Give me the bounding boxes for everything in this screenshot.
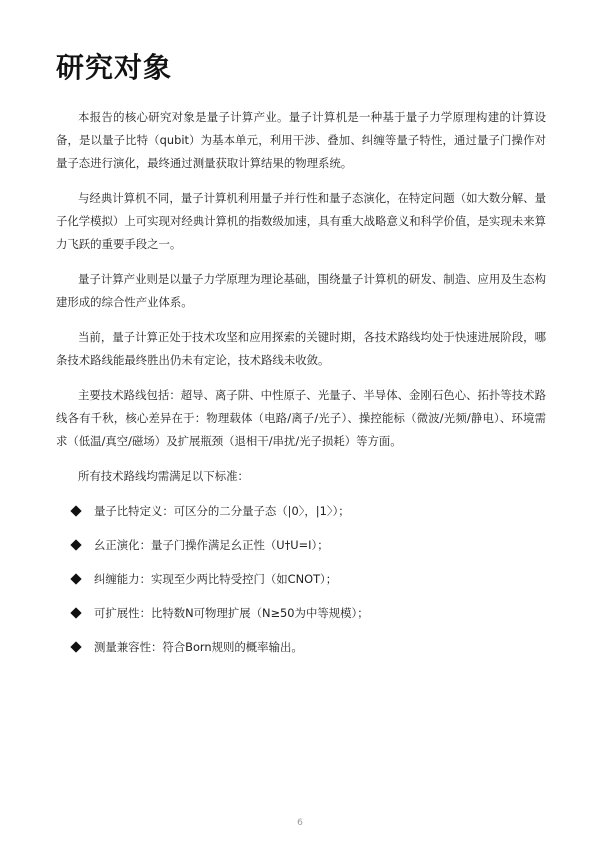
list-item-text: 幺正演化：量子门操作满足幺正性（U†U=I）； [94, 538, 329, 552]
diamond-bullet-icon [70, 641, 81, 652]
paragraph: 所有技术路线均需满足以下标准： [78, 469, 249, 483]
list-item [56, 602, 546, 624]
list-item-text: 纠缠能力：实现至少两比特受控门（如CNOT）； [94, 572, 338, 586]
list-item-text: 测量兼容性：符合Born规则的概率输出。 [94, 640, 303, 654]
paragraph: 当前，量子计算正处于技术攻坚和应用探索的关键时期，各技术路线均处于快速进展阶段，哪条技术路线能最终胜出仍未有定论，技术路线未收敛。 [56, 330, 546, 367]
paragraph: 与经典计算机不同，量子计算机利用量子并行性和量子态演化，在特定问题（如大数分解、量子化学模拟）上可实现对经典计算机的指数级加速，具有重大战略意义和科学价值，是实现未来算力飞跃的重要手段之一。 [56, 191, 546, 251]
diamond-bullet-icon [70, 573, 81, 584]
paragraph: 主要技术路线包括：超导、离子阱、中性原子、光量子、半导体、金刚石色心、拓扑等技术路线各有千秋，核心差异在于：物理载体（电路/离子/光子）、操控能标（微波/光频/静电）、环境需求（低温/真空/磁场）及扩展瓶颈（退相干/串扰/光子损耗）等方面。 [56, 388, 546, 448]
criteria-list [56, 500, 546, 658]
list-item [56, 500, 546, 522]
list-item-text: 量子比特定义：可区分的二分量子态（|0〉，|1〉）； [94, 504, 350, 518]
diamond-bullet-icon [70, 505, 81, 516]
diamond-bullet-icon [70, 607, 81, 618]
paragraph: 本报告的核心研究对象是量子计算产业。量子计算机是一种基于量子力学原理构建的计算设备，是以量子比特（qubit）为基本单元，利用干涉、叠加、纠缠等量子特性，通过量子门操作对量子态进行演化，最终通过测量获取计算结果的物理系统。 [56, 110, 546, 170]
body-content [56, 106, 546, 670]
list-item-text: 可扩展性：比特数N可物理扩展（N≥50为中等规模）； [94, 606, 369, 620]
page-number: 6 [297, 818, 303, 828]
diamond-bullet-icon [70, 539, 81, 550]
paragraph: 量子计算产业则是以量子力学原理为理论基础，围绕量子计算机的研发、制造、应用及生态构建形成的综合性产业体系。 [56, 272, 546, 309]
list-item [56, 568, 546, 590]
list-item [56, 534, 546, 556]
page-title: 研究对象 [56, 51, 173, 84]
list-item [56, 636, 546, 658]
